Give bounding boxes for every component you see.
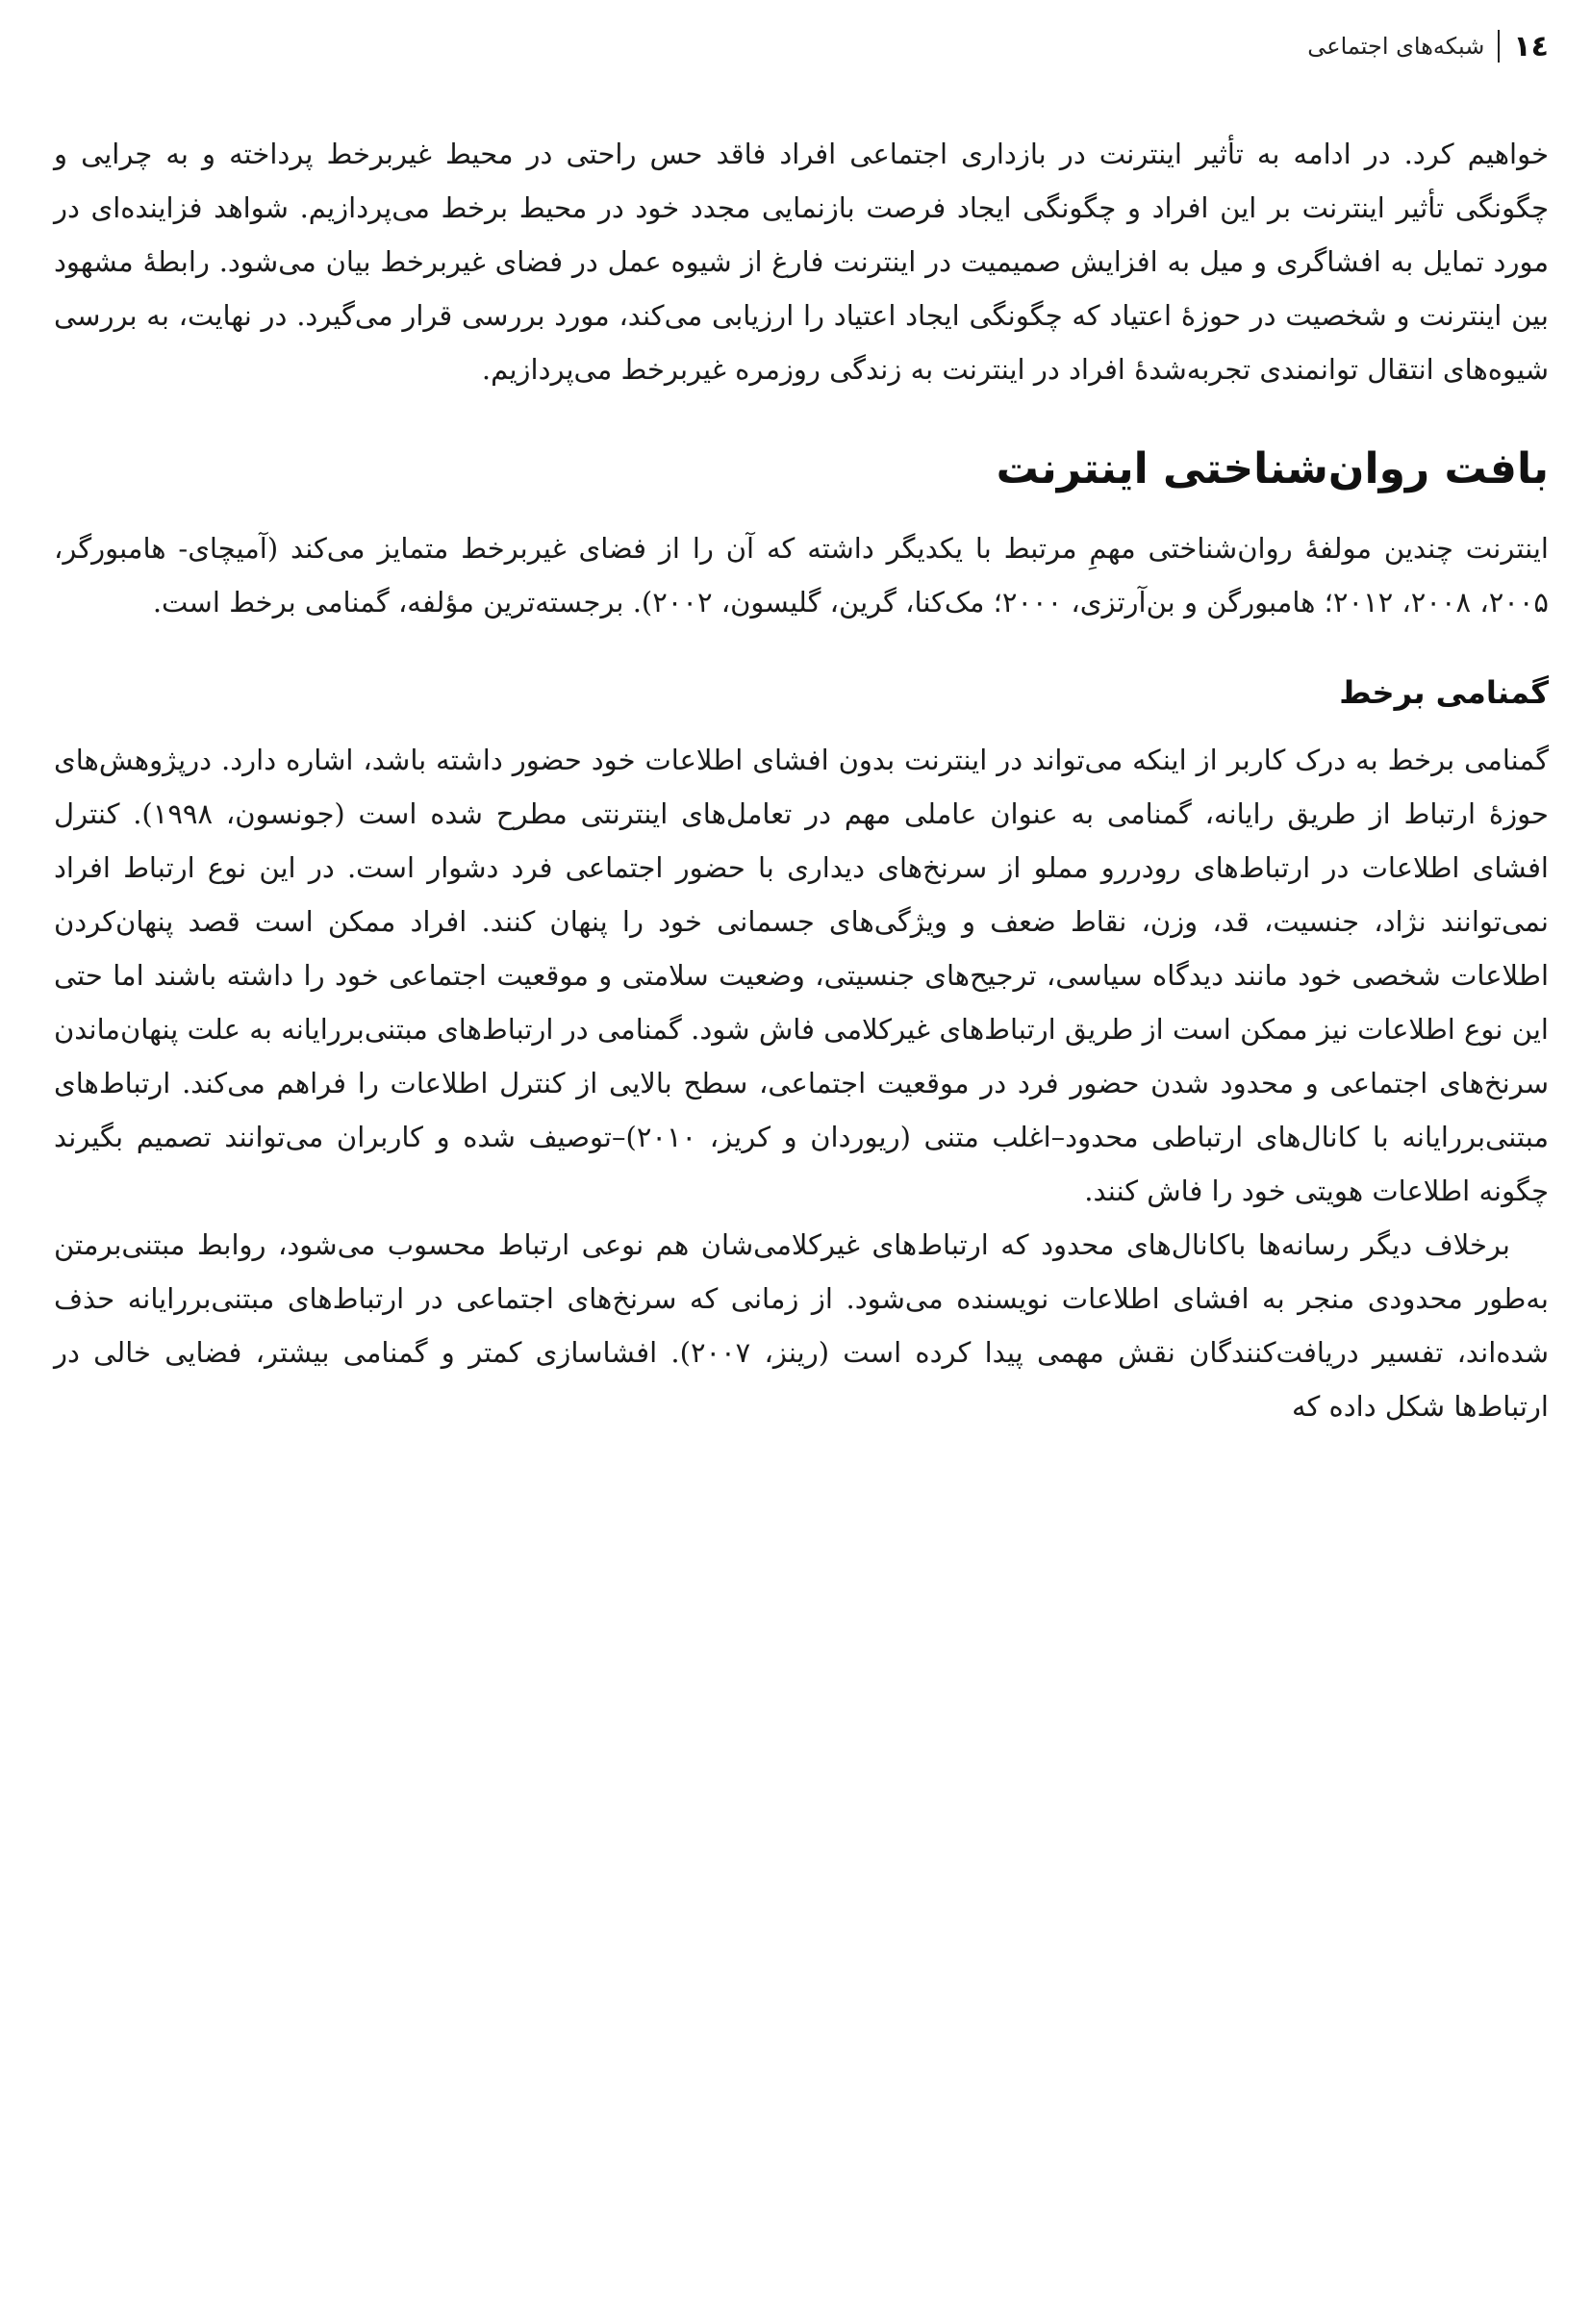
- page-number: ١٤: [1513, 29, 1549, 63]
- paragraph-intro: خواهیم کرد. در ادامه به تأثیر اینترنت در بازداری اجتماعی افراد فاقد حس راحتی در محیط غیربرخط پرداخته و به چرایی و چگونگی تأثیر اینترنت بر این افراد و چگونگی ایجاد فرصت بازنمایی مجدد خود در محیط برخط می‌پردازیم. شواهد فزاینده‌ای در مورد تمایل به افشاگری و میل به افزایش صمیمیت در اینترنت فارغ از شیوه عمل در فضای غیربرخط بیان می‌شود. رابطهٔ مشهود بین اینترنت و شخصیت در حوزهٔ اعتیاد که چگونگی ایجاد اعتیاد را ارزیابی می‌کند، مورد بررسی قرار می‌گیرد. در نهایت، به بررسی شیوه‌های انتقال توانمندی تجربه‌شدهٔ افراد در اینترنت به زندگی روزمره غیربرخط می‌پردازیم.: [54, 138, 1549, 386]
- running-title: شبکه‌های اجتماعی: [1307, 33, 1485, 60]
- header-divider: [1498, 30, 1500, 63]
- paragraph-anonymity-1: گمنامی برخط به درک کاربر از اینکه می‌تواند در اینترنت بدون افشای اطلاعات خود حضور داشته باشد، اشاره دارد. درپژوهش‌های حوزهٔ ارتباط از طریق رایانه، گمنامی به عنوان عاملی مهم در تعامل‌های اینترنتی مطرح شده است (جونسون، ۱۹۹۸). کنترل افشای اطلاعات در ارتباط‌های رودررو مملو از سرنخ‌های دیداری با حضور اجتماعی فرد دشوار است. در این نوع ارتباط افراد نمی‌توانند نژاد، جنسیت، قد، وزن، نقاط ضعف و ویژگی‌های جسمانی خود را پنهان کنند. افراد ممکن است قصد پنهان‌کردن اطلاعات شخصی خود مانند دیدگاه سیاسی، ترجیح‌های جنسیتی، وضعیت سلامتی و موقعیت اجتماعی خود را داشته باشند اما حتی این نوع اطلاعات نیز ممکن است از طریق ارتباط‌های غیرکلامی فاش شود. گمنامی در ارتباط‌های مبتنی‌بررایانه به علت پنهان‌ماندن سرنخ‌های اجتماعی و محدود شدن حضور فرد در موقعیت اجتماعی، سطح بالایی از کنترل اطلاعات را فراهم می‌کند. ارتباط‌های مبتنی‌بررایانه با کانال‌های ارتباطی محدود–اغلب متنی (ریوردان و کریز، ۲۰۱۰)–توصیف شده و کاربران می‌توانند تصمیم بگیرند چگونه اطلاعات هویتی خود را فاش کنند.: [54, 744, 1549, 1207]
- section-heading: بافت روان‌شناختی اینترنت: [996, 444, 1549, 493]
- subsection-heading: گمنامی برخط: [1339, 674, 1549, 711]
- paragraph-anonymity-2: برخلاف دیگر رسانه‌ها باکانال‌های محدود که ارتباط‌های غیرکلامی‌شان هم نوعی ارتباط محسوب می‌شود، روابط مبتنی‌برمتن به‌طور محدودی منجر به افشای اطلاعات نویسنده می‌شود. از زمانی که سرنخ‌های اجتماعی در ارتباط‌های مبتنی‌بررایانه حذف شده‌اند، تفسیر دریافت‌کنندگان نقش مهمی پیدا کرده است (رینز، ۲۰۰۷). افشاسازی کمتر و گمنامی بیشتر، فضایی خالی در ارتباط‌ها شکل داده که: [54, 1228, 1549, 1423]
- page-body: [54, 127, 1549, 1433]
- paragraph-texture: اینترنت چندین مولفهٔ روان‌شناختی مهمِ مرتبط با یکدیگر داشته که آن را از فضای غیربرخط متمایز می‌کند (آمیچای- هامبورگر، ۲۰۰۵، ۲۰۰۸، ۲۰۱۲؛ هامبورگن و بن‌آرتزی، ۲۰۰۰؛ مک‌کنا، گرین، گلیسون، ۲۰۰۲). برجسته‌ترین مؤلفه، گمنامی برخط است.: [54, 532, 1549, 619]
- book-page: [54, 0, 1549, 2324]
- running-header: [1307, 25, 1549, 67]
